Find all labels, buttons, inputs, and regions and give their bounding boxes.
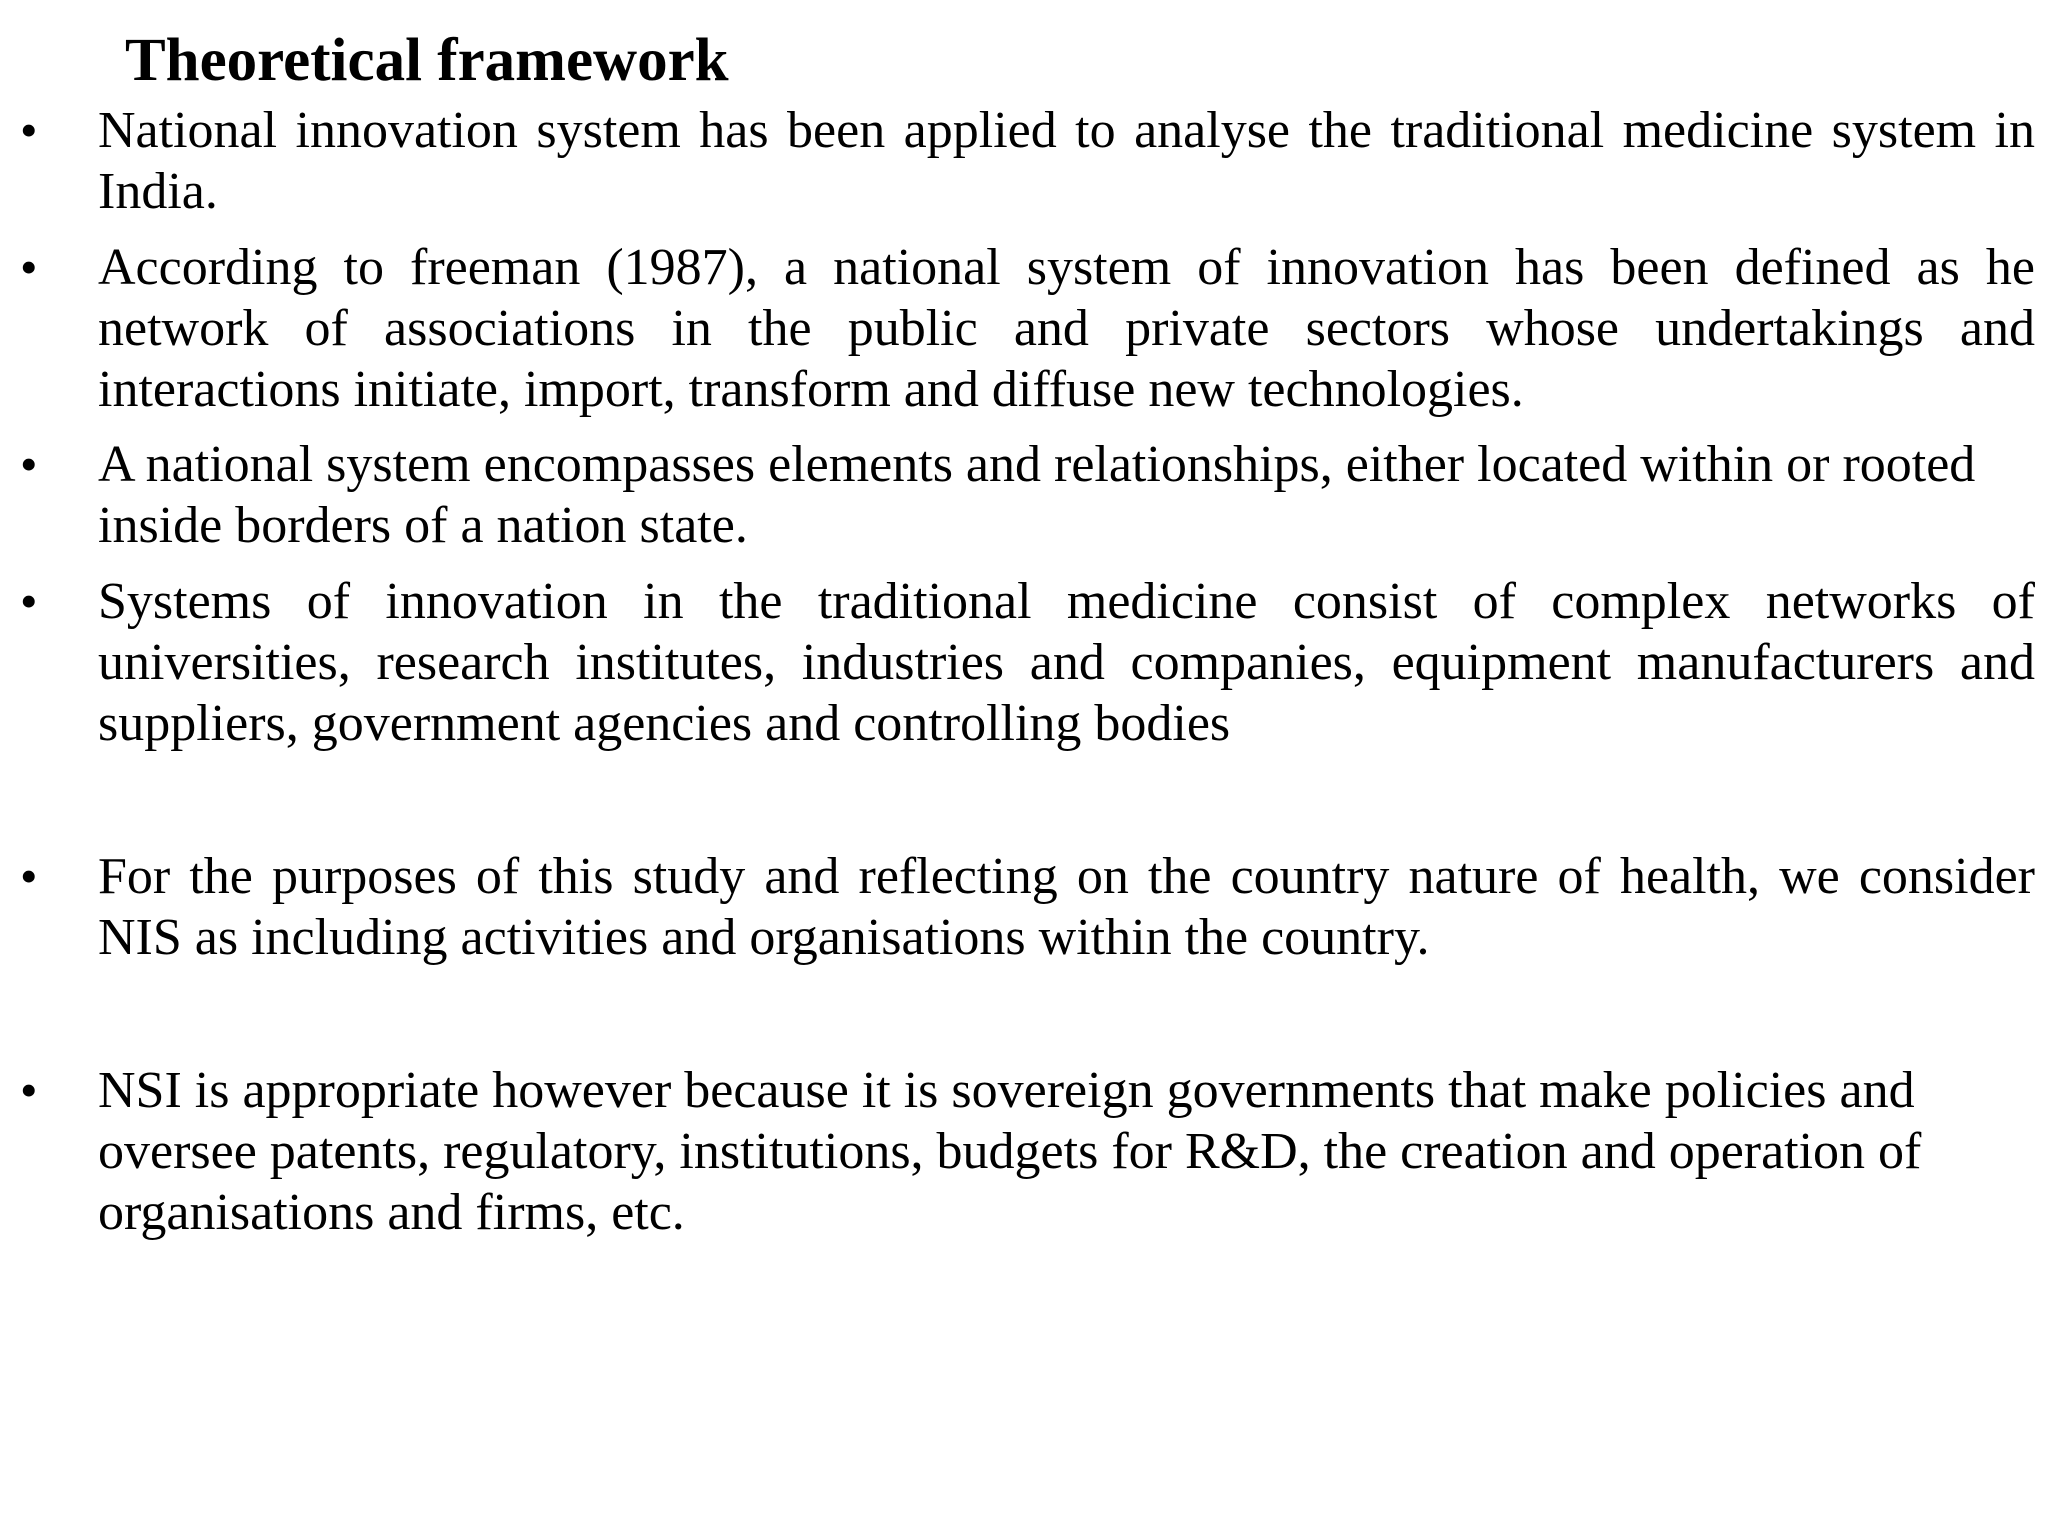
- bullet-text: According to freeman (1987), a national system of innovation has been defined as he network of associations in the public and private sectors whose undertakings and interactions initiate, import, transform and diffuse new technologies.: [98, 239, 2035, 418]
- bullet-icon: •: [20, 239, 38, 295]
- bullet-text: National innovation system has been applied to analyse the traditional medicine system in India.: [98, 102, 2035, 220]
- bullet-icon: •: [20, 1062, 38, 1118]
- bullet-text: Systems of innovation in the traditional medicine consist of complex networks of universities, research institutes, industries and companies, equipment manufacturers and suppliers, government agencies and controlling bodies: [98, 573, 2035, 752]
- bullet-icon: •: [20, 573, 38, 629]
- bullet-text: For the purposes of this study and reflecting on the country nature of health, we consider NIS as including activities and organisations within the country.: [98, 848, 2035, 966]
- bullet-icon: •: [20, 848, 38, 904]
- bullet-text: NSI is appropriate however because it is sovereign governments that make policies and oversee patents, regulatory, institutions, budgets for R&D, the creation and operation of organisations and firms, etc.: [98, 1062, 1922, 1241]
- bullet-icon: •: [20, 102, 38, 158]
- slide-title: Theoretical framework: [125, 27, 729, 94]
- bullet-icon: •: [20, 436, 38, 492]
- bullet-text: A national system encompasses elements and relationships, either located within or rooted inside borders of a nation state.: [98, 436, 1976, 554]
